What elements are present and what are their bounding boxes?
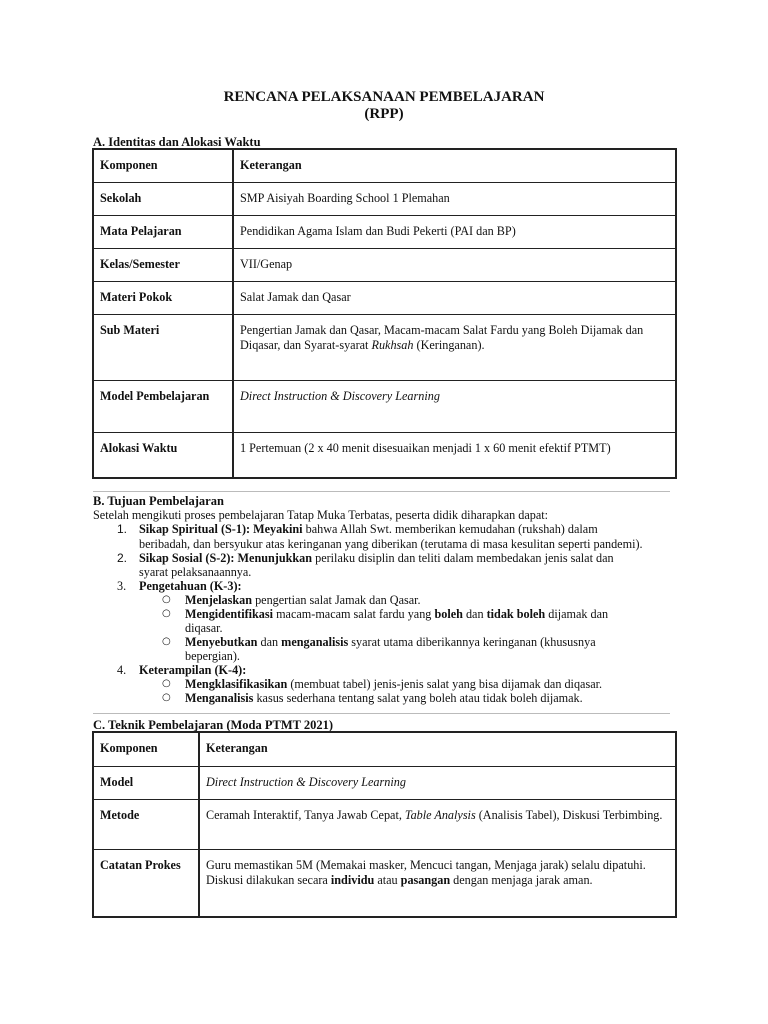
sub-list-item-continuation: bepergian). [185,649,240,663]
list-item: Sikap Sosial (S-2): Menunjukkan perilaku disiplin dan teliti dalam membedakan jenis salat dan [139,551,614,565]
section-b-intro: Setelah mengikuti proses pembelajaran Tatap Muka Terbatas, peserta didik diharapkan dapat: [93,508,549,522]
divider [93,713,670,714]
row-key: Materi Pokok [93,281,233,314]
table-row [93,314,676,380]
row-value: Pengertian Jamak dan Qasar, Macam-macam Salat Fardu yang Boleh Dijamak dan Diqasar, dan Syarat-syarat Rukhsah (Keringanan). [233,314,676,380]
sub-list-item: Mengidentifikasi macam-macam salat fardu yang boleh dan tidak boleh dijamak dan [185,607,609,621]
technique-table [92,731,677,918]
bullet-icon: ○ [162,636,171,647]
document-subtitle: (RPP) [364,106,404,122]
list-item-continuation: syarat pelaksanaannya. [139,565,252,579]
document-title: RENCANA PELAKSANAAN PEMBELAJARAN [223,89,545,105]
table-row [93,182,676,215]
row-key: Model [93,766,199,799]
row-key: Kelas/Semester [93,248,233,281]
table-row [93,215,676,248]
row-key: Metode [93,799,199,849]
row-key: Alokasi Waktu [93,432,233,478]
sub-list-item: Mengklasifikasikan (membuat tabel) jenis-jenis salat yang bisa dijamak dan diqasar. [185,677,603,691]
divider [93,491,670,492]
bullet-icon: ○ [162,678,171,689]
list-number: 4. [117,663,127,677]
header-keterangan: Keterangan [233,149,676,182]
sub-list-item-continuation: diqasar. [185,621,223,635]
row-value: Guru memastikan 5M (Memakai masker, Mencuci tangan, Menjaga jarak) selalu dipatuhi. Diskusi dilakukan secara individu atau pasangan dengan menjaga jarak aman. [199,849,676,917]
list-item: Keterampilan (K-4): [139,663,247,677]
table-row [93,766,676,799]
row-key: Mata Pelajaran [93,215,233,248]
table-header-row [93,149,676,182]
bullet-icon: ○ [162,608,171,619]
row-key: Sub Materi [93,314,233,380]
row-key: Catatan Prokes [93,849,199,917]
row-key: Sekolah [93,182,233,215]
row-value: Ceramah Interaktif, Tanya Jawab Cepat, Table Analysis (Analisis Tabel), Diskusi Terbimbing. [199,799,676,849]
list-number: 1. [117,522,128,536]
table-row [93,380,676,432]
section-b-heading: B. Tujuan Pembelajaran [93,494,224,508]
row-value: 1 Pertemuan (2 x 40 menit disesuaikan menjadi 1 x 60 menit efektif PTMT) [233,432,676,478]
table-row [93,281,676,314]
row-value: Direct Instruction & Discovery Learning [199,766,676,799]
list-number: 3. [117,579,127,593]
table-header-row [93,732,676,766]
list-item-continuation: beribadah, dan bersyukur atas keringanan yang diberikan (terutama di masa kesulitan seperti pandemi). [139,537,643,551]
row-value: SMP Aisiyah Boarding School 1 Plemahan [233,182,676,215]
list-number: 2. [117,551,128,565]
header-komponen: Komponen [93,149,233,182]
header-keterangan: Keterangan [199,732,676,766]
row-key: Model Pembelajaran [93,380,233,432]
table-row [93,799,676,849]
section-c-heading: C. Teknik Pembelajaran (Moda PTMT 2021) [93,718,334,732]
row-value: VII/Genap [233,248,676,281]
sub-list-item: Menyebutkan dan menganalisis syarat utama diberikannya keringanan (khususnya [185,635,596,649]
row-value: Direct Instruction & Discovery Learning [233,380,676,432]
sub-list-item: Menganalisis kasus sederhana tentang salat yang boleh atau tidak boleh dijamak. [185,691,583,705]
header-komponen: Komponen [93,732,199,766]
bullet-icon: ○ [162,692,171,703]
table-row [93,432,676,478]
bullet-icon: ○ [162,594,171,605]
identity-table [92,148,677,479]
list-item: Sikap Spiritual (S-1): Meyakini bahwa Allah Swt. memberikan kemudahan (rukshah) dalam [139,522,598,536]
sub-list-item: Menjelaskan pengertian salat Jamak dan Qasar. [185,593,421,607]
list-item: Pengetahuan (K-3): [139,579,242,593]
table-row [93,248,676,281]
section-a-heading: A. Identitas dan Alokasi Waktu [93,135,261,149]
table-row [93,849,676,917]
row-value: Salat Jamak dan Qasar [233,281,676,314]
row-value: Pendidikan Agama Islam dan Budi Pekerti (PAI dan BP) [233,215,676,248]
